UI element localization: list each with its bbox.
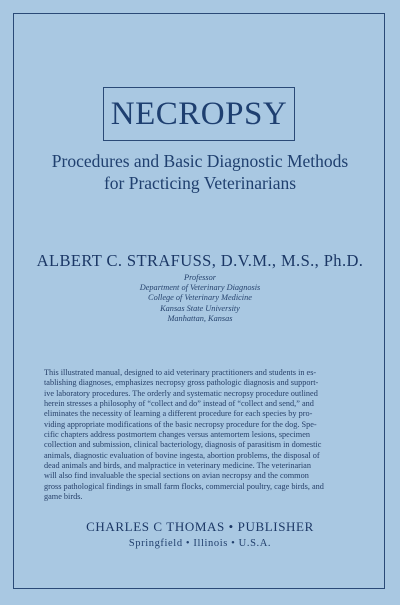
affiliation-title: Professor (184, 273, 216, 282)
description-line: collection and submission, clinical bacteriology, diagnosis of parasitism in domestic (44, 440, 322, 450)
description-line: cific chapters address postmortem changes versus antemortem lesions, specimen (44, 430, 310, 440)
book-title: NECROPSY (110, 95, 288, 132)
description-line: tablishing diagnoses, emphasizes necropsy gross pathologic diagnosis and support- (44, 378, 319, 388)
publisher-name: CHARLES C THOMAS • PUBLISHER (86, 519, 314, 534)
description-line: game birds. (44, 492, 83, 502)
description-line: gross pathological findings in small farm flocks, commercial poultry, cage birds, and (44, 481, 324, 491)
description-line: animals, diagnostic evaluation of bovine ingesta, abortion problems, the disposal of (44, 450, 320, 460)
description-line: This illustrated manual, designed to aid veterinary practitioners and students in es- (44, 368, 317, 377)
book-subtitle (20, 150, 380, 194)
description-line: eliminates the necessity of learning a different procedure for each species by pro- (44, 409, 313, 419)
description-line: herein stresses a philosophy of “collect and do” instead of “collect and send,” and (44, 399, 314, 409)
description-line: viding appropriate modifications of the basic necropsy procedure for the dog. Spe- (44, 419, 317, 429)
title-box (103, 87, 295, 141)
subtitle-line-2: for Practicing Veterinarians (103, 173, 297, 193)
author-affiliation (0, 273, 400, 324)
affiliation-location: Manhattan, Kansas (167, 313, 233, 323)
description-line: dead animals and birds, and malpractice in veterinary medicine. The veterinarian (44, 461, 311, 471)
description-line: will also find invaluable the special sections on avian necropsy and the common (44, 471, 309, 481)
subtitle-line-1: Procedures and Basic Diagnostic Methods (51, 151, 349, 171)
description-line: ive laboratory procedures. The orderly and systematic necropsy procedure outlined (44, 388, 318, 398)
affiliation-department: Department of Veterinary Diagnosis (139, 283, 261, 293)
affiliation-college: College of Veterinary Medicine (148, 293, 252, 303)
author-name: ALBERT C. STRAFUSS, D.V.M., M.S., Ph.D. (36, 251, 364, 270)
publisher-location: Springfield • Illinois • U.S.A. (128, 538, 272, 549)
affiliation-university: Kansas State University (160, 303, 240, 313)
book-description (44, 368, 358, 502)
